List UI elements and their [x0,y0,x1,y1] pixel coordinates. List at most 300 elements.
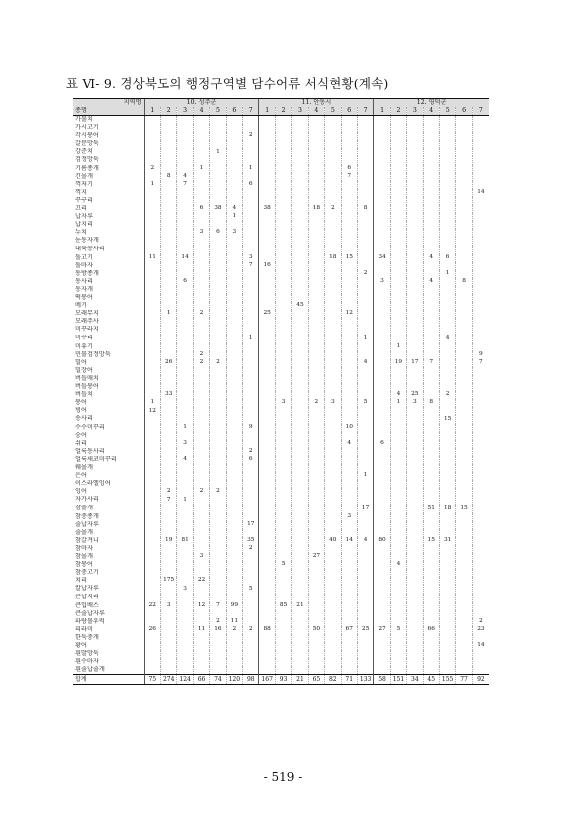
count-cell [292,148,308,156]
count-cell [292,634,308,642]
count-cell [472,270,489,278]
count-cell [177,650,193,658]
count-cell [161,545,177,553]
count-cell [259,577,275,585]
count-cell [390,521,406,529]
count-cell [259,213,275,221]
species-name: 모래무지 [75,310,99,318]
count-cell [325,237,341,245]
count-cell [210,496,226,504]
count-cell [357,488,373,496]
count-cell [308,440,324,448]
count-cell [341,545,357,553]
species-row [73,189,489,197]
count-cell [226,310,242,318]
count-cell [144,205,160,213]
count-cell [407,666,423,675]
count-cell: 3 [177,440,193,448]
count-cell [407,318,423,326]
species-row [73,594,489,602]
count-cell [357,148,373,156]
count-cell [407,505,423,513]
species-row [73,618,489,626]
count-cell [177,116,193,125]
count-cell [308,618,324,626]
count-cell [144,213,160,221]
count-cell [439,602,455,610]
count-cell [210,513,226,521]
count-cell [193,116,209,125]
count-cell [210,415,226,423]
site-number: 1 [144,107,160,116]
site-number: 1 [259,107,275,116]
count-cell [407,165,423,173]
count-cell [144,658,160,666]
count-cell [472,634,489,642]
count-cell [390,124,406,132]
count-cell [341,488,357,496]
count-cell: 2 [210,618,226,626]
count-cell [292,391,308,399]
count-cell [161,132,177,140]
count-cell [161,440,177,448]
count-cell [325,148,341,156]
count-cell [226,391,242,399]
count-cell [177,375,193,383]
count-cell: 3 [374,278,390,286]
count-cell [325,140,341,148]
count-cell [226,148,242,156]
count-cell [374,456,390,464]
count-cell [456,658,472,666]
count-cell [161,472,177,480]
count-cell [456,399,472,407]
count-cell [357,367,373,375]
count-cell [144,351,160,359]
count-cell [439,585,455,593]
count-cell [292,181,308,189]
count-cell [341,367,357,375]
count-cell [210,505,226,513]
count-cell [357,278,373,286]
total-cell: 77 [456,675,472,684]
count-cell [357,440,373,448]
count-cell [259,383,275,391]
count-cell [374,359,390,367]
count-cell [177,561,193,569]
count-cell: 4 [423,254,439,262]
count-cell [374,205,390,213]
count-cell [456,456,472,464]
count-cell [193,318,209,326]
count-cell [374,594,390,602]
species-row [73,148,489,156]
count-cell [177,213,193,221]
count-cell: 6 [439,254,455,262]
count-cell [144,173,160,181]
count-cell [390,156,406,164]
count-cell [161,148,177,156]
count-cell [472,432,489,440]
species-row [73,480,489,488]
count-cell [292,221,308,229]
count-cell [390,529,406,537]
count-cell [292,488,308,496]
count-cell [325,610,341,618]
count-cell [259,294,275,302]
count-cell [407,561,423,569]
count-cell [439,424,455,432]
count-cell [259,585,275,593]
count-cell [423,237,439,245]
count-cell [177,513,193,521]
count-cell [456,132,472,140]
count-cell [259,359,275,367]
count-cell [210,521,226,529]
count-cell [472,262,489,270]
count-cell [275,424,291,432]
count-cell [390,286,406,294]
count-cell [456,124,472,132]
count-cell [193,302,209,310]
count-cell [357,407,373,415]
count-cell [423,432,439,440]
count-cell [144,132,160,140]
count-cell [226,367,242,375]
count-cell [439,488,455,496]
count-cell [259,594,275,602]
species-name: 동사리 [75,277,93,285]
species-row [73,262,489,270]
count-cell [226,658,242,666]
count-cell: 5 [357,399,373,407]
total-cell: 82 [325,675,341,684]
count-cell [325,545,341,553]
count-cell [341,326,357,334]
count-cell [259,545,275,553]
total-cell: 75 [144,675,160,684]
count-cell [325,165,341,173]
count-cell [193,326,209,334]
count-cell [472,472,489,480]
count-cell [259,278,275,286]
count-cell [357,391,373,399]
count-cell [243,666,259,675]
count-cell [226,116,242,125]
count-cell [259,472,275,480]
count-cell [439,464,455,472]
count-cell [226,480,242,488]
count-cell [423,229,439,237]
count-cell [357,165,373,173]
count-cell [325,602,341,610]
count-cell [390,132,406,140]
count-cell: 4 [390,391,406,399]
count-cell [423,383,439,391]
count-cell [193,561,209,569]
count-cell [259,618,275,626]
count-cell [472,335,489,343]
count-cell [210,472,226,480]
count-cell [472,278,489,286]
count-cell [472,488,489,496]
count-cell [308,124,324,132]
count-cell [325,351,341,359]
count-cell [144,432,160,440]
count-cell [161,326,177,334]
count-cell: 80 [374,537,390,545]
count-cell: 51 [423,505,439,513]
count-cell [292,594,308,602]
count-cell [341,448,357,456]
count-cell [390,440,406,448]
count-cell: 3 [243,254,259,262]
count-cell [144,116,160,125]
count-cell: 3 [325,399,341,407]
count-cell [275,294,291,302]
count-cell [226,545,242,553]
count-cell [177,221,193,229]
count-cell [374,367,390,375]
count-cell [472,505,489,513]
count-cell [374,569,390,577]
count-cell [177,529,193,537]
count-cell [144,545,160,553]
count-cell [439,116,455,125]
count-cell [308,642,324,650]
count-cell [439,456,455,464]
count-cell [259,488,275,496]
count-cell [390,148,406,156]
count-cell [341,335,357,343]
count-cell [161,140,177,148]
count-cell [259,537,275,545]
count-cell [177,351,193,359]
count-cell [243,270,259,278]
count-cell [390,310,406,318]
count-cell [325,310,341,318]
total-cell: 167 [259,675,275,684]
count-cell [456,553,472,561]
count-cell [243,594,259,602]
count-cell [144,448,160,456]
count-cell [357,545,373,553]
total-label: 합계 [73,675,144,684]
count-cell [193,278,209,286]
count-cell [456,432,472,440]
count-cell [259,602,275,610]
count-cell: 1 [390,399,406,407]
count-cell [177,602,193,610]
species-row [73,585,489,593]
count-cell [210,278,226,286]
count-cell [243,326,259,334]
count-cell [325,618,341,626]
count-cell [210,594,226,602]
count-cell [357,553,373,561]
count-cell [292,496,308,504]
count-cell [259,391,275,399]
count-cell [308,577,324,585]
count-cell [243,124,259,132]
count-cell [407,246,423,254]
count-cell [439,165,455,173]
count-cell [144,513,160,521]
count-cell [292,610,308,618]
count-cell [423,448,439,456]
count-cell [456,351,472,359]
count-cell [243,156,259,164]
count-cell [226,432,242,440]
species-row [73,505,489,513]
count-cell [423,407,439,415]
count-cell [325,221,341,229]
count-cell [193,124,209,132]
species-name: 기름종개 [75,164,99,172]
count-cell [472,391,489,399]
count-cell [423,351,439,359]
count-cell [259,634,275,642]
count-cell [193,197,209,205]
site-number: 7 [243,107,259,116]
count-cell [423,585,439,593]
count-cell [259,448,275,456]
count-cell [390,221,406,229]
count-cell [374,310,390,318]
species-name: 파랑볼우럭 [75,617,105,625]
count-cell [423,197,439,205]
count-cell [439,140,455,148]
count-cell [210,237,226,245]
count-cell [325,189,341,197]
count-cell [161,480,177,488]
count-cell [472,140,489,148]
count-cell [161,569,177,577]
count-cell [390,569,406,577]
count-cell [144,594,160,602]
count-cell [407,156,423,164]
count-cell: 2 [243,132,259,140]
count-cell [423,610,439,618]
count-cell [439,189,455,197]
count-cell [390,213,406,221]
site-number: 5 [439,107,455,116]
count-cell [325,658,341,666]
count-cell [390,537,406,545]
species-row [73,221,489,229]
species-row [73,302,489,310]
count-cell [407,278,423,286]
count-cell [407,116,423,125]
count-cell [292,262,308,270]
count-cell [357,602,373,610]
count-cell [226,189,242,197]
count-cell [325,626,341,634]
count-cell [144,237,160,245]
count-cell [275,537,291,545]
count-cell [357,262,373,270]
count-cell [456,545,472,553]
species-name: 은어 [75,472,87,480]
count-cell [456,221,472,229]
count-cell [292,205,308,213]
count-cell [472,561,489,569]
count-cell [390,488,406,496]
count-cell [275,197,291,205]
count-cell [456,537,472,545]
count-cell [390,448,406,456]
count-cell [308,221,324,229]
count-cell [341,553,357,561]
count-cell [423,391,439,399]
total-cell: 151 [390,675,406,684]
count-cell [275,594,291,602]
count-cell [308,375,324,383]
count-cell [325,553,341,561]
count-cell: 6 [177,278,193,286]
count-cell [374,577,390,585]
count-cell [275,577,291,585]
count-cell [456,254,472,262]
count-cell [472,148,489,156]
count-cell [161,156,177,164]
species-name: 납자루 [75,213,93,221]
count-cell [407,173,423,181]
species-row [73,229,489,237]
species-row [73,375,489,383]
count-cell [456,610,472,618]
species-name: 큰입배스 [75,601,99,609]
count-cell [407,181,423,189]
count-cell [357,642,373,650]
species-name: 붕어 [75,399,87,407]
count-cell [341,472,357,480]
count-cell [390,367,406,375]
count-cell [423,375,439,383]
count-cell [308,650,324,658]
count-cell [292,456,308,464]
count-cell [325,213,341,221]
count-cell [390,246,406,254]
count-cell [407,270,423,278]
count-cell [308,148,324,156]
count-cell [374,262,390,270]
count-cell [456,237,472,245]
species-row [73,399,489,407]
count-cell [275,415,291,423]
count-cell [161,594,177,602]
count-cell [243,383,259,391]
species-name: 대륙송사리 [75,245,105,253]
count-cell [423,561,439,569]
count-cell [456,561,472,569]
count-cell [456,618,472,626]
count-cell [210,440,226,448]
count-cell [226,270,242,278]
count-cell: 7 [177,181,193,189]
species-row [73,610,489,618]
count-cell [193,472,209,480]
count-cell [439,326,455,334]
count-cell: 45 [292,302,308,310]
count-cell [341,505,357,513]
count-cell [292,286,308,294]
count-cell [226,634,242,642]
count-cell [341,610,357,618]
count-cell [407,310,423,318]
species-row [73,440,489,448]
count-cell [407,140,423,148]
